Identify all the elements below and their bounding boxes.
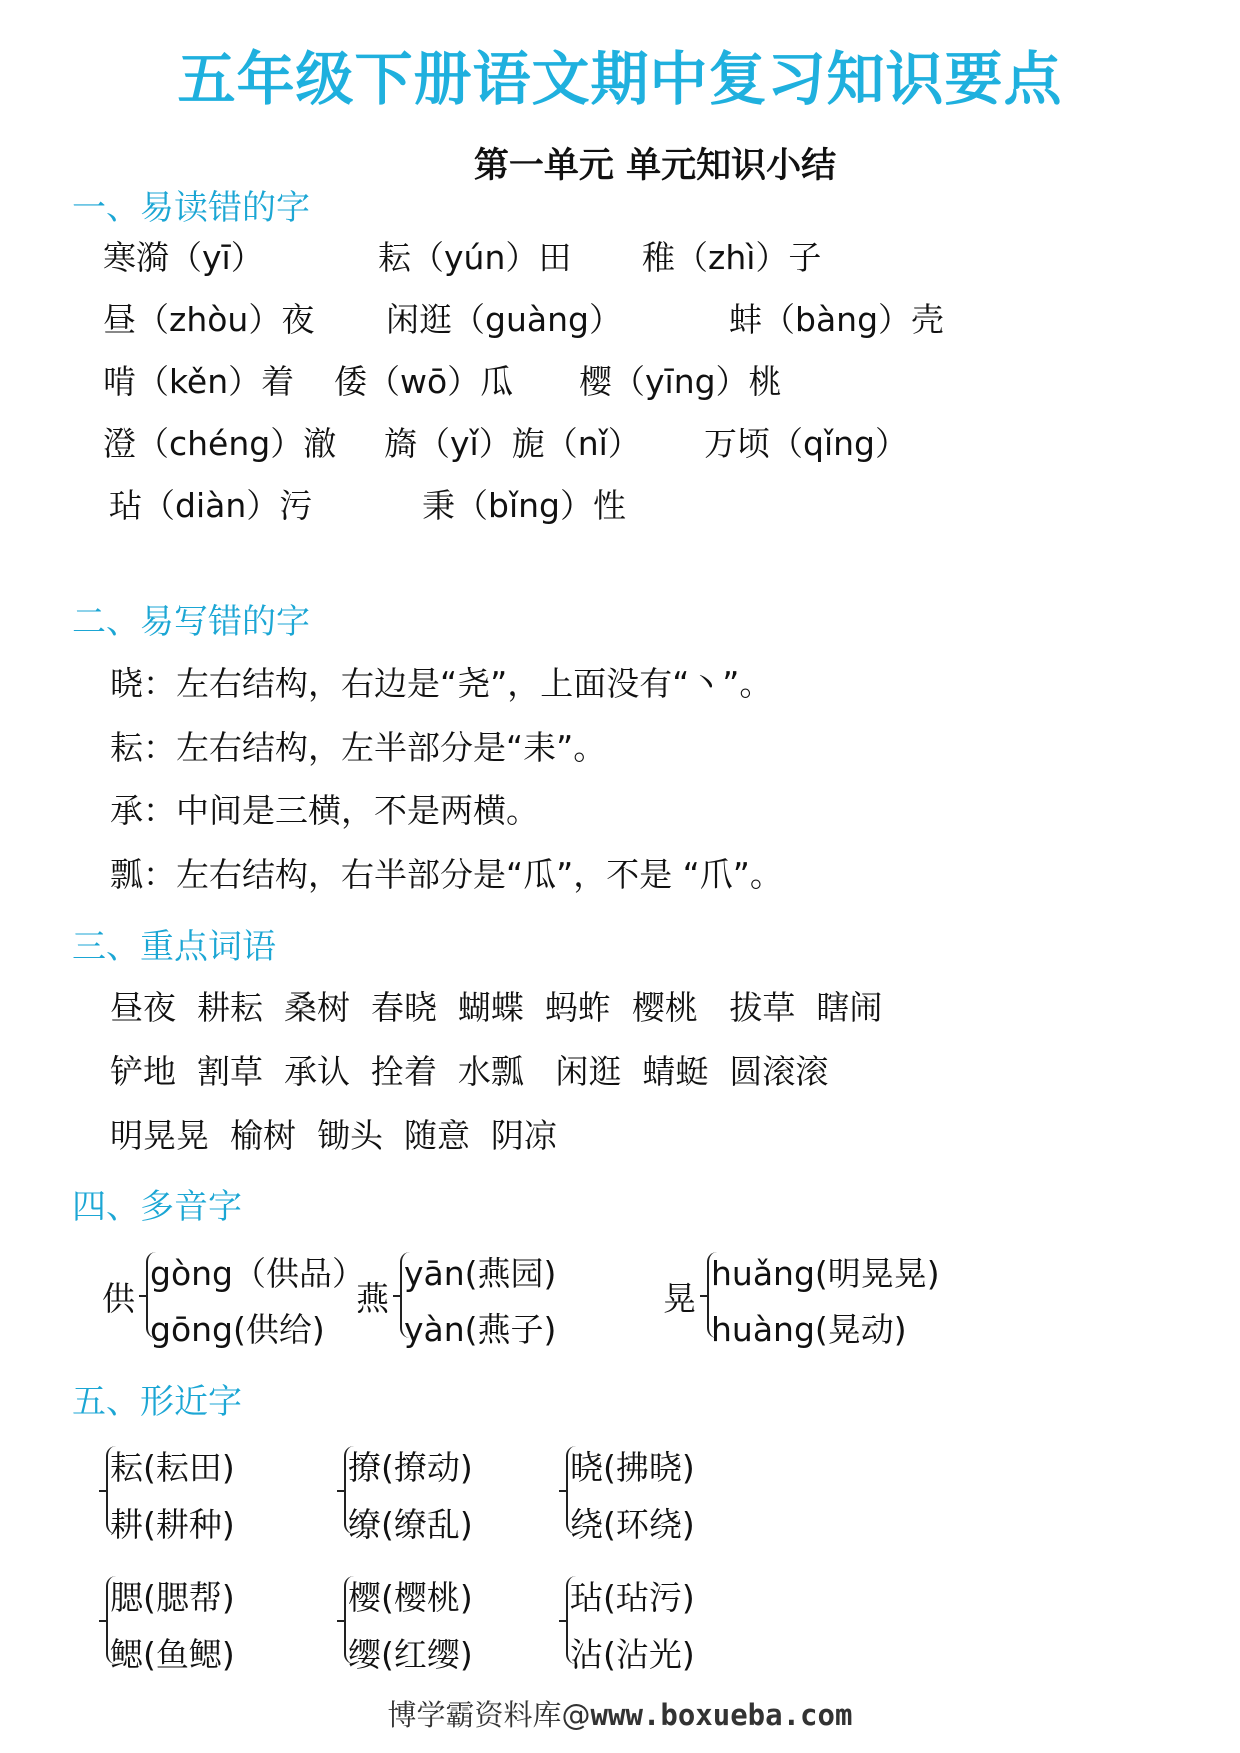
list-item: 瓢：左右结构，右半部分是“瓜”，不是 “爪”。 — [110, 855, 783, 894]
list-item: 稚（zhì）子 — [642, 238, 822, 277]
section-heading-keywords: 三、重点词语 — [72, 927, 276, 967]
section-heading-similar: 五、形近字 — [72, 1382, 242, 1422]
list-item: 樱（yīng）桃 — [579, 362, 782, 401]
list-item: 倭（wō）瓜 — [334, 362, 514, 401]
footer-watermark — [0, 1693, 1240, 1734]
similar-char: 缨(红缨) — [348, 1635, 473, 1674]
similar-char: 缭(缭乱) — [348, 1505, 473, 1544]
page-title: 五年级下册语文期中复习知识要点 — [177, 45, 1063, 113]
page-subtitle: 第一单元 单元知识小结 — [473, 146, 837, 186]
similar-char: 沾(沾光) — [570, 1635, 695, 1674]
list-item: 玷（diàn）污 — [109, 486, 313, 525]
footer-site-name: 博学霸资料库@ — [387, 1698, 591, 1732]
list-item: 明晃晃 榆树 锄头 随意 阴凉 — [110, 1116, 557, 1155]
list-item: 蚌（bàng）壳 — [729, 300, 945, 339]
similar-char: 晓(拂晓) — [570, 1448, 695, 1487]
list-item: 闲逛（guàng） — [386, 300, 622, 339]
polyphone-reading: huǎng(明晃晃) — [711, 1254, 940, 1293]
polyphone-reading: gōng(供给) — [150, 1310, 325, 1349]
polyphone-char: 晃 — [663, 1279, 696, 1318]
list-item: 澄（chéng）澈 — [103, 424, 337, 463]
list-item: 晓：左右结构，右边是“尧”，上面没有“丶”。 — [110, 664, 773, 703]
list-item: 耘（yún）田 — [378, 238, 572, 277]
list-item: 秉（bǐng）性 — [422, 486, 626, 525]
polyphone-char: 供 — [102, 1279, 135, 1318]
similar-char: 玷(玷污) — [570, 1578, 695, 1617]
footer-url: www.boxueba.com — [590, 1698, 853, 1732]
list-item: 承：中间是三横，不是两横。 — [110, 791, 539, 830]
list-item: 昼（zhòu）夜 — [103, 300, 315, 339]
list-item: 万顷（qǐng） — [704, 424, 908, 463]
similar-char: 耘(耘田) — [110, 1448, 235, 1487]
similar-char: 绕(环绕) — [570, 1505, 695, 1544]
similar-char: 耕(耕种) — [110, 1505, 235, 1544]
section-heading-misread: 一、易读错的字 — [72, 188, 310, 228]
polyphone-reading: yān(燕园) — [404, 1254, 557, 1293]
similar-char: 鳃(鱼鳃) — [110, 1635, 235, 1674]
similar-char: 腮(腮帮) — [110, 1578, 235, 1617]
polyphone-char: 燕 — [356, 1279, 389, 1318]
list-item: 耘：左右结构，左半部分是“耒”。 — [110, 728, 607, 767]
polyphone-reading: huàng(晃动) — [711, 1310, 907, 1349]
list-item: 啃（kěn）着 — [103, 362, 295, 401]
list-item: 昼夜 耕耘 桑树 春晓 蝴蝶 蚂蚱 樱桃 拔草 瞎闹 — [110, 988, 883, 1027]
list-item: 旖（yǐ）旎（nǐ） — [384, 424, 641, 463]
section-heading-miswrite: 二、易写错的字 — [72, 602, 310, 642]
list-item: 铲地 割草 承认 拴着 水瓢 闲逛 蜻蜓 圆滚滚 — [110, 1052, 829, 1091]
polyphone-reading: yàn(燕子) — [404, 1310, 557, 1349]
section-heading-polyphones: 四、多音字 — [72, 1187, 242, 1227]
list-item: 寒漪（yī） — [103, 238, 264, 277]
similar-char: 樱(樱桃) — [348, 1578, 473, 1617]
polyphone-reading: gòng（供品） — [150, 1254, 365, 1293]
similar-char: 撩(撩动) — [348, 1448, 473, 1487]
